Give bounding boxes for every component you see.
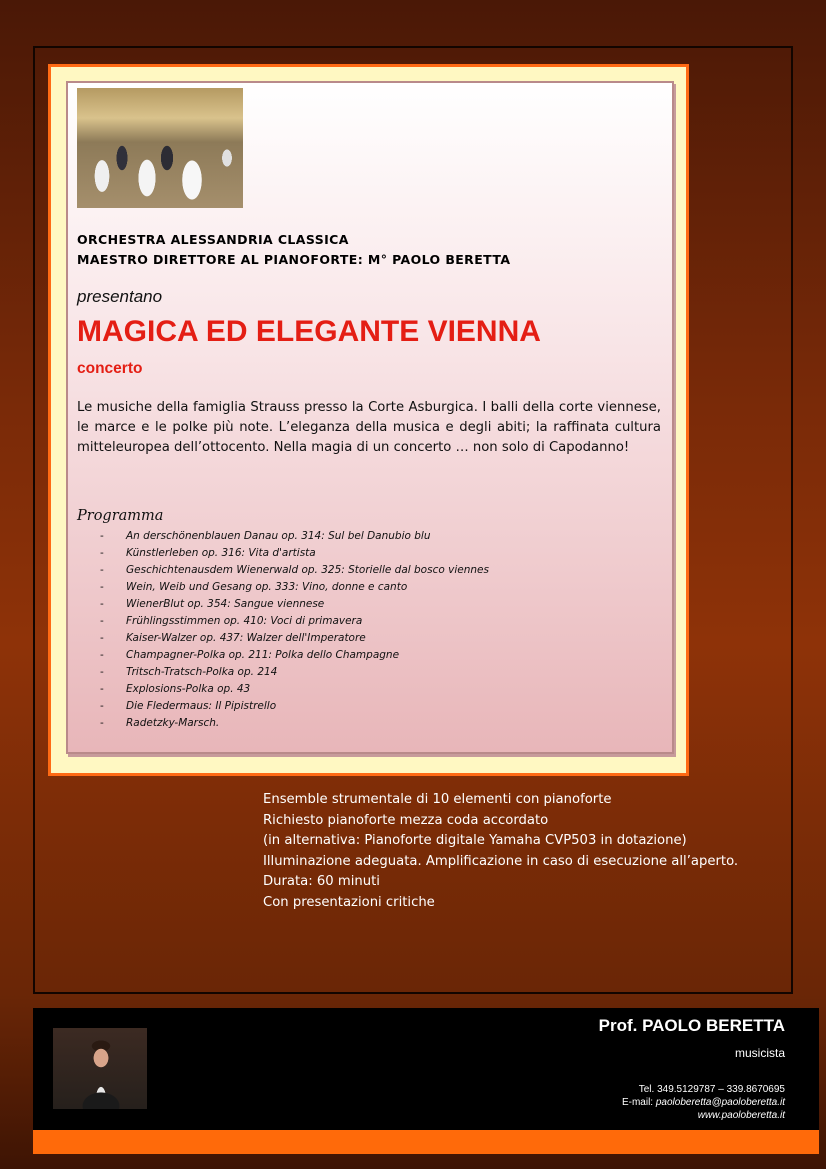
program-list: [100, 528, 489, 732]
program-bullet: -: [100, 700, 104, 712]
conductor-line: MAESTRO DIRETTORE AL PIANOFORTE: M° PAOLO BERETTA: [77, 252, 511, 267]
program-bullet: -: [100, 683, 104, 695]
ballroom-dance-photo: [77, 88, 243, 208]
technical-info-list: [263, 790, 738, 913]
concert-title: MAGICA ED ELEGANTE VIENNA: [77, 315, 541, 348]
program-item-text: Die Fledermaus: Il Pipistrello: [126, 700, 277, 712]
presentano-label: presentano: [77, 287, 163, 306]
footer-accent-bar: [33, 1130, 819, 1154]
musician-portrait-photo: [53, 1028, 147, 1109]
program-item-text: Wein, Weib und Gesang op. 333: Vino, donne e canto: [126, 581, 408, 593]
program-item-text: Kaiser-Walzer op. 437: Walzer dell'Imperatore: [126, 632, 366, 644]
program-bullet: -: [100, 717, 104, 729]
program-item: [100, 579, 489, 596]
program-item-text: Explosions-Polka op. 43: [126, 683, 251, 695]
email-label: E-mail:: [621, 1097, 656, 1108]
program-bullet: -: [100, 649, 104, 661]
program-heading: Programma: [77, 508, 164, 524]
program-item: [100, 698, 489, 715]
program-item: [100, 545, 489, 562]
email-link[interactable]: paoloberetta@paoloberetta.it: [655, 1097, 785, 1108]
contact-block: [622, 1083, 785, 1122]
program-item-text: Künstlerleben op. 316: Vita d'artista: [126, 547, 316, 559]
program-item-text: Champagner-Polka op. 211: Polka dello Champagne: [126, 649, 400, 661]
program-item: [100, 528, 489, 545]
orchestra-name: ORCHESTRA ALESSANDRIA CLASSICA: [77, 232, 349, 247]
organizer-block: [77, 230, 510, 270]
website-link[interactable]: www.paoloberetta.it: [697, 1110, 785, 1121]
program-item: [100, 715, 489, 732]
program-item-text: Radetzky-Marsch.: [126, 717, 220, 729]
info-line: Richiesto pianoforte mezza coda accordato: [263, 812, 549, 828]
program-bullet: -: [100, 564, 104, 576]
program-item: [100, 596, 489, 613]
program-item-text: Frühlingsstimmen op. 410: Voci di primavera: [126, 615, 363, 627]
program-bullet: -: [100, 598, 104, 610]
program-item: [100, 613, 489, 630]
program-bullet: -: [100, 530, 104, 542]
phone-numbers: Tel. 349.5129787 – 339.8670695: [638, 1084, 785, 1095]
musician-role: musicista: [734, 1046, 785, 1060]
info-line: Ensemble strumentale di 10 elementi con pianoforte: [263, 792, 612, 807]
program-bullet: -: [100, 666, 104, 678]
program-item-text: WienerBlut op. 354: Sangue viennese: [126, 598, 325, 610]
info-line: (in alternativa: Pianoforte digitale Yamaha CVP503 in dotazione): [263, 833, 687, 848]
program-item-text: An derschönenblauen Danau op. 314: Sul bel Danubio blu: [126, 530, 431, 542]
info-line: Illuminazione adeguata. Amplificazione in caso di esecuzione all’aperto.: [263, 853, 739, 869]
program-bullet: -: [100, 581, 104, 593]
program-item: [100, 664, 489, 681]
program-bullet: -: [100, 615, 104, 627]
email-line: [622, 1096, 785, 1109]
program-item: [100, 562, 489, 579]
program-item: [100, 647, 489, 664]
info-line: Con presentazioni critiche: [263, 894, 435, 910]
musician-name: Prof. PAOLO BERETTA: [598, 1016, 785, 1035]
concert-subtitle: concerto: [77, 360, 143, 377]
program-bullet: -: [100, 632, 104, 644]
info-line: Durata: 60 minuti: [263, 874, 380, 889]
program-item-text: Tritsch-Tratsch-Polka op. 214: [126, 666, 278, 678]
program-bullet: -: [100, 547, 104, 559]
program-item-text: Geschichtenausdem Wienerwald op. 325: Storielle dal bosco viennes: [126, 564, 489, 576]
website-line: [622, 1109, 785, 1122]
concert-description: Le musiche della famiglia Strauss presso la Corte Asburgica. I balli della corte viennese, le marce e le polke più note. L’eleganza della musica e degli abiti; la raffinata cultura mitteleuropea dell’ottocento. Nella magia di un concerto … non solo di Capodanno!: [77, 400, 661, 455]
program-item: [100, 630, 489, 647]
program-item: [100, 681, 489, 698]
